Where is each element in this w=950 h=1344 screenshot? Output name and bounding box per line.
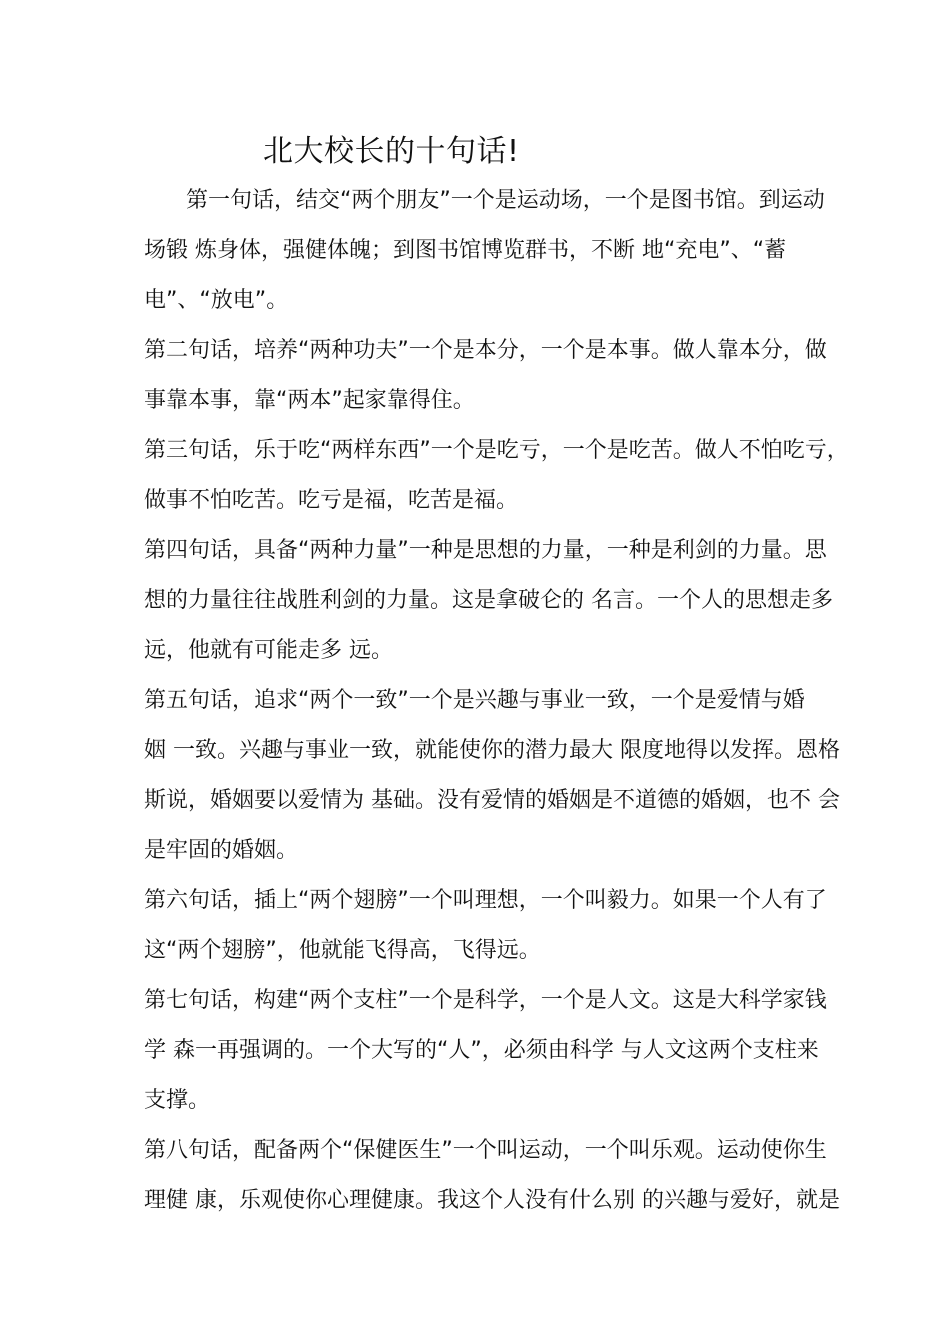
text-line: 理健 康，乐观使你心理健康。我这个人没有什么别 的兴趣与爱好，就是: [144, 1188, 840, 1213]
text-line: 第二句话，培养“两种功夫”一个是本分，一个是本事。做人靠本分，做: [144, 338, 827, 363]
text-line: 电”、“放电”。: [144, 288, 289, 313]
text-line: 斯说，婚姻要以爱情为 基础。没有爱情的婚姻是不道德的婚姻，也不 会: [144, 788, 840, 813]
text-line: 想的力量往往战胜利剑的力量。这是拿破仑的 名言。一个人的思想走多: [144, 588, 833, 613]
text-line: 第五句话，追求“两个一致”一个是兴趣与事业一致，一个是爱情与婚: [144, 688, 805, 713]
text-line: 支撑。: [144, 1088, 211, 1113]
document-title: 北大校长的十句话!: [263, 134, 520, 169]
text-line: 姻 一致。兴趣与事业一致，就能使你的潜力最大 限度地得以发挥。恩格: [144, 738, 840, 763]
text-line: 第四句话，具备“两种力量”一种是思想的力量，一种是利剑的力量。思: [144, 538, 827, 563]
text-line: 场锻 炼身体，强健体魄；到图书馆博览群书，不断 地“充电”、“蓄: [144, 238, 787, 263]
text-line: 学 森一再强调的。一个大写的“人”，必须由科学 与人文这两个支柱来: [144, 1038, 819, 1063]
text-line: 事靠本事，靠“两本”起家靠得住。: [144, 388, 475, 413]
text-line: 是牢固的婚姻。: [144, 838, 299, 863]
text-line: 这“两个翅膀”，他就能飞得高，飞得远。: [144, 938, 541, 963]
text-line: 远，他就有可能走多 远。: [144, 638, 393, 663]
text-line: 第六句话，插上“两个翅膀”一个叫理想，一个叫毅力。如果一个人有了: [144, 888, 827, 913]
text-line: 做事不怕吃苦。吃亏是福，吃苦是福。: [144, 488, 519, 513]
text-line: 第一句话，结交“两个朋友”一个是运动场，一个是图书馆。到运动: [186, 188, 825, 213]
text-line: 第七句话，构建“两个支柱”一个是科学，一个是人文。这是大科学家钱: [144, 988, 827, 1013]
document-body: [144, 176, 849, 1226]
text-line: 第三句话，乐于吃“两样东西”一个是吃亏，一个是吃苦。做人不怕吃亏，: [144, 438, 849, 463]
text-line: 第八句话，配备两个“保健医生”一个叫运动，一个叫乐观。运动使你生: [144, 1138, 827, 1163]
